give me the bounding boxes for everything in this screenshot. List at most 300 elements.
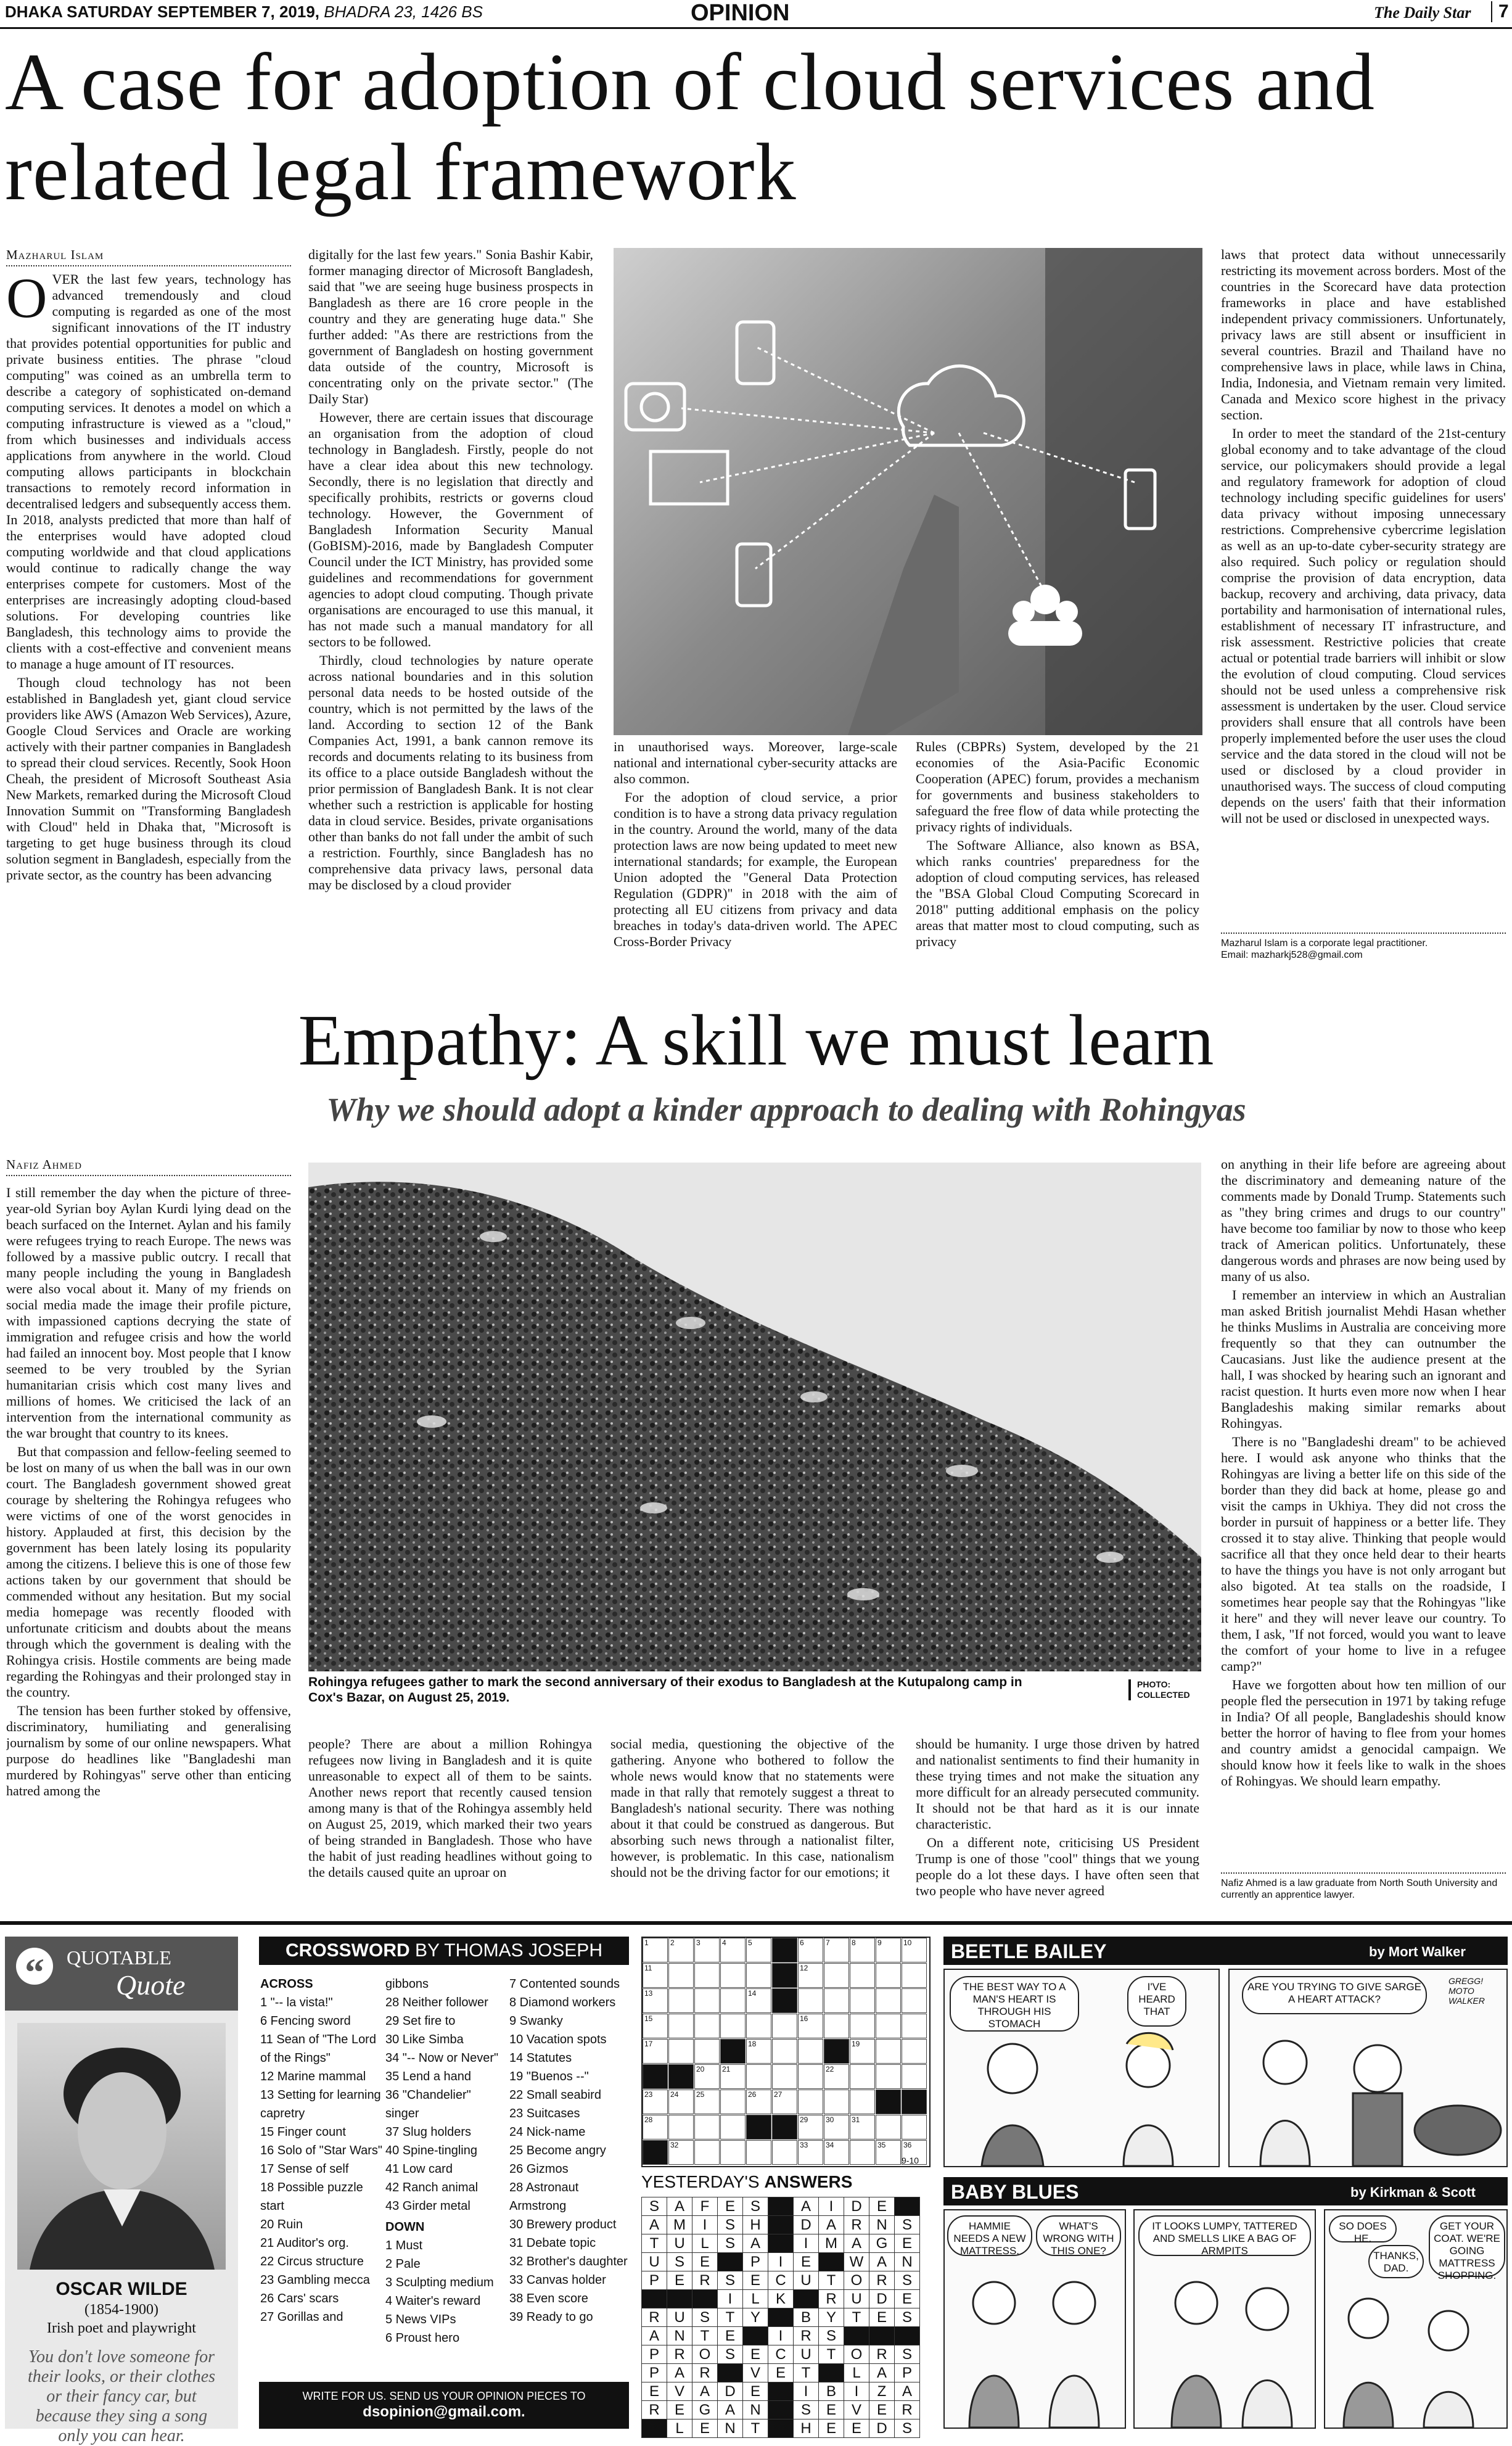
clue-item: 36 "Chandelier" singer [385,2088,471,2120]
crossword-cell[interactable] [824,1988,849,2013]
crossword-cell[interactable] [668,2014,694,2038]
cell-number: 35 [877,2141,886,2149]
comic-art [1230,2019,1506,2166]
answer-letter: E [895,2234,920,2253]
black-square [819,2253,844,2271]
answer-letter: D [869,2290,895,2308]
answer-letter: U [794,2271,819,2290]
cell-number: 30 [826,2115,834,2124]
crossword-cell[interactable] [798,2014,823,2038]
answer-letter: A [895,2382,920,2401]
answer-letter: R [819,2290,844,2308]
crossword-cell[interactable] [850,1988,875,2013]
clue-item: 27 Gorillas and [260,2310,343,2324]
clue-item: 28 Astronaut Armstrong [509,2181,579,2213]
paragraph: The tension has been further stoked by offensive, discriminatory, humiliating and generalising journalism by some of our online newspapers. What purpose do headlines like "Bangladeshi man murdered by Rohingyas" serve other than enticing hatred among the [6,1703,291,1798]
paragraph: Thirdly, cloud technologies by nature operate across national boundaries and in this solution personal data needs to be hosted outside of the country, which is not permitted by the laws of the land. According to section 12 of the Bank Companies Act, 1991, a bank cannon remove its records and documents relating to its business from its office to a place outside Bangladesh without the prior permission of Bangladesh Bank. It is not clear whether such a restriction is applicable for hosting data in cloud service. Besides, private organisations other than banks do not fall under the ambit of such a restriction. Fourthly, since Bangladesh has no comprehensive data privacy laws, personal data may be disclosed by a cloud provider [308,653,593,892]
cell-number: 23 [644,2090,653,2099]
answer-letter: E [642,2382,667,2401]
clue-item: 43 Girder metal [385,2199,470,2213]
answer-letter: A [743,2234,768,2253]
answer-letter: E [667,2271,692,2290]
crossword-cell[interactable] [798,2039,823,2064]
cell-number: 4 [722,1938,726,1947]
photo-credit: PHOTO: COLLECTED [1128,1679,1205,1700]
black-square [718,2364,743,2382]
answer-letter: A [667,2364,692,2382]
answer-letter: S [895,2308,920,2327]
clue-item: 28 Neither follower [385,1996,488,2009]
answer-letter: I [768,2327,794,2345]
crossword-cell[interactable] [850,2064,875,2089]
answer-letter: S [642,2197,667,2216]
down-label: DOWN [385,2220,425,2234]
crossword-cell[interactable] [694,1938,720,1962]
paragraph: social media, questioning the objective of the gathering. Anyone who bothered to follow the whole news would know that no statements were made in that rally that remotely suggest a threat to Bangladesh's national security. There was nothing about it that could be construed as dangerous. But absorbing such news through a nationalist filter, however, is problematic. In this case, nationalism should not be the driving factor for our emotions; it [610,1736,894,1880]
black-square [902,2090,927,2114]
answer-letter: L [844,2364,869,2382]
paragraph: I still remember the day when the picture of three-year-old Syrian boy Aylan Kurdi lying dead on the beach surfaced on the Internet. Aylan and his family were refugees trying to reach Europe. The news was followed by a massive public outcry. I recall that many people including the young in Bangladesh were also vocal about it. Many of my friends on social media made the image their profile picture, with impassioned captions decrying the state of immigration and refugee crisis and how the world had failed an innocent boy. Most people that I know seemed to be very troubled by the Syrian humanitarian crisis which cost many lives and millions of homes. We criticised the lack of an intervention from the international community as the war brought that country to its knees. [6,1185,291,1441]
crossword-cell[interactable] [668,1963,694,1988]
comic-header [943,2177,1508,2205]
crossword-cell[interactable] [798,2115,823,2139]
crossword-cell[interactable] [798,2140,823,2165]
crossword-cell[interactable] [694,2140,720,2165]
crossword-cell[interactable] [798,2090,823,2114]
speech-bubble: I'VE HEARD THAT [1127,1976,1186,2027]
crossword-cell[interactable] [694,1963,720,1988]
crossword-cell[interactable] [694,2115,720,2139]
answer-letter: I [794,2234,819,2253]
cell-number: 17 [644,2040,653,2048]
crossword-cell[interactable] [720,1963,746,1988]
answer-letter: E [869,2197,895,2216]
beetle-bailey-strip [943,1937,1508,2168]
black-square [869,2327,895,2345]
crossword-cell[interactable] [824,1963,849,1988]
crossword-cell[interactable] [772,2064,797,2089]
dateline-text: DHAKA SATURDAY SEPTEMBER 7, 2019, [5,2,320,21]
cloud-network-graphic [614,248,1202,735]
answer-letter: E [692,2253,718,2271]
cell-number: 18 [748,2040,757,2048]
answer-letter: U [667,2234,692,2253]
clue-item: 30 Like Simba [385,2033,464,2046]
crowd-graphic [308,1163,1201,1671]
clue-item: 23 Gambling mecca [260,2273,370,2287]
crossword-cell[interactable] [824,1938,849,1962]
black-square [819,2364,844,2382]
black-square [895,2197,920,2216]
answer-row [642,2290,920,2308]
clue-item: 42 Ranch animal [385,2181,479,2194]
crossword-cell[interactable] [668,2039,694,2064]
crossword-cell[interactable] [902,2039,927,2064]
answer-row [642,2419,920,2438]
crossword-cell[interactable] [772,2014,797,2038]
answer-letter: E [819,2401,844,2419]
clue-item: 19 "Buenos --" [509,2070,589,2083]
crossword-cell[interactable] [902,2014,927,2038]
answer-letter: R [642,2308,667,2327]
clue-item: 1 "-- la vista!" [260,1996,333,2009]
cell-number: 3 [696,1938,701,1947]
paragraph: For the adoption of cloud service, a prior condition is to have a strong data privacy regulation in the country. Around the world, many of the data protection laws are now being updated to meet new international standards; for example, the European Union adopted the "General Data Protection Regulation (GDPR)" in 2018 with the aim of protecting all EU citizens from privacy and data breaches in today's data-driven world. The APEC Cross-Border Privacy [614,789,897,949]
answer-letter: S [895,2216,920,2234]
author-note: Nafiz Ahmed is a law graduate from North South University and currently an apprentice lawyer. [1221,1872,1506,1901]
cell-number: 27 [774,2090,783,2099]
comic-panel [1133,2209,1316,2429]
article2-col5 [1221,1156,1506,1872]
paragraph: Rules (CBPRs) System, developed by the 21 economies of the Asia-Pacific Economic Cooperation (APEC) forum, provides a mechanism for governments and business stakeholders to safeguard the free flow of data while protecting the privacy rights of individuals. [916,739,1199,834]
answer-letter: M [667,2216,692,2234]
crossword-cell[interactable] [746,1963,771,1988]
answer-letter: R [869,2271,895,2290]
crossword-cell[interactable] [746,2039,771,2064]
crossword-cell[interactable] [746,2090,771,2114]
black-square [743,2327,768,2345]
answer-letter: A [819,2216,844,2234]
answer-letter: V [667,2382,692,2401]
answer-letter: I [768,2253,794,2271]
bhadra-date: BHADRA 23, 1426 BS [324,2,483,21]
crossword-cell[interactable] [876,1988,901,2013]
answer-letter: O [844,2345,869,2364]
crossword-cell[interactable] [824,2064,849,2089]
answer-letter: D [794,2216,819,2234]
clue-item: 13 Setting for learning capretry [260,2088,381,2120]
crossword-cell[interactable] [643,2039,668,2064]
crossword-cell[interactable] [824,2115,849,2139]
clue-item: 17 Sense of self [260,2162,349,2176]
crossword-cell[interactable] [643,1963,668,1988]
article2-col2 [308,1736,592,1900]
cell-number: 12 [800,1964,808,1972]
black-square [768,2382,794,2401]
crossword-cell[interactable] [643,2014,668,2038]
crossword-cell[interactable] [720,1988,746,2013]
phone-icon [737,322,774,384]
answer-letter: N [869,2216,895,2234]
cell-number: 13 [644,1989,653,1998]
paragraph: But that compassion and fellow-feeling seemed to be lost on many of us when the ball was in our own court. The Bangladesh government showed great courage by sheltering the Rohingya refugees who were victims of one of the worst genocides in history. Applauded at first, this decision by the government has been lately losing its popularity among the citizens. I believe this is one of those few actions taken by our government that should be commended without any hesitation. But my social media homepage was recently flooded with unfortunate criticism and doubts about the means through which the government is dealing with the Rohingya crisis. Hostile comments are being made regarding the Rohingyas and their prolonged stay in the country. [6,1444,291,1700]
speech-bubble: SO DOES HE. [1329,2215,1397,2242]
cell-number: 36 [903,2141,912,2149]
quote-title-top: QUOTABLE [67,1946,171,1969]
article2-col3 [610,1736,894,1900]
answer-letter: F [692,2197,718,2216]
crossword-cell[interactable] [720,1938,746,1962]
crossword-cell[interactable] [720,2064,746,2089]
black-square [768,2234,794,2253]
crossword-cell[interactable] [668,1938,694,1962]
clue-item: 29 Set fire to [385,2014,456,2028]
answer-letter: S [819,2327,844,2345]
answer-letter: T [819,2271,844,2290]
answer-letter: E [768,2364,794,2382]
crossword-cell[interactable] [668,2140,694,2165]
clue-item: 34 "-- Now or Never" [385,2051,499,2065]
answer-letter: R [869,2345,895,2364]
paragraph: There is no "Bangladeshi dream" to be achieved here. I would ask anyone who thinks that the Rohingyas are living a better life on this side of the border than they did back at home, please go and visit the camps in Ukhiya. They did not cross the border in pursuit of happiness or a better life. They crossed it to stay alive. Thinking that people would sacrifice all that they once held dear to their hearts to have the things you have is not only arrogant but also bigoted. At tea stalls on the roadside, I sometimes hear people say that the Rohingyas "like it here" and they will never leave our country. To them, I ask, "If not forced, would you want to leave the comfort of your home to live in a refugee camp?" [1221,1434,1506,1674]
comic-panel [1324,2209,1508,2429]
crossword-cell[interactable] [643,1938,668,1962]
crossword-cell[interactable] [850,1963,875,1988]
clue-item: 2 Pale [385,2257,421,2271]
black-square [642,2419,667,2438]
crossword-cell[interactable] [643,1988,668,2013]
answer-letter: G [692,2401,718,2419]
author-note [1221,933,1506,961]
submission-email: dsopinion@gmail.com. [363,2403,525,2420]
cloud-illustration [614,248,1202,735]
crossword-cell[interactable] [850,2039,875,2064]
answer-row [642,2197,920,2216]
crossword-cell[interactable] [902,1988,927,2013]
answer-letter: I [844,2382,869,2401]
crossword-panel [259,1937,629,2429]
crossword-cell[interactable] [798,2064,823,2089]
answer-letter: V [743,2364,768,2382]
submission-text: WRITE FOR US. SEND US YOUR OPINION PIECES TO [302,2390,586,2402]
answer-letter: O [844,2271,869,2290]
answer-row [642,2401,920,2419]
answer-letter: E [743,2382,768,2401]
clue-list [509,1975,629,2326]
crossword-cell[interactable] [824,2014,849,2038]
answer-letter: E [819,2419,844,2438]
crossword-cell[interactable] [850,2115,875,2139]
answer-row [642,2253,920,2271]
cell-number: 15 [644,2014,653,2023]
quote-author-name: OSCAR WILDE [55,2279,187,2299]
answer-row [642,2327,920,2345]
quote-author-desc: Irish poet and playwright [47,2320,196,2336]
crossword-cell[interactable] [824,2090,849,2114]
crossword-cell[interactable] [668,2115,694,2139]
crossword-cell[interactable] [694,2039,720,2064]
answer-letter: B [794,2308,819,2327]
crossword-cell[interactable] [902,2064,927,2089]
answer-letter: T [642,2234,667,2253]
answer-letter: N [743,2401,768,2419]
caption-text: Rohingya refugees gather to mark the second anniversary of their exodus to Bangladesh at the Kutupalong camp in Cox's Bazar, on August 25, 2019. [308,1675,1022,1705]
crossword-grid[interactable] [641,1937,931,2167]
black-square [824,2039,849,2064]
answer-letter: S [718,2271,743,2290]
answer-letter: D [718,2382,743,2401]
crossword-cell[interactable] [746,2064,771,2089]
crossword-cell[interactable] [798,1963,823,1988]
crossword-cell[interactable] [746,1938,771,1962]
crossword-cell[interactable] [694,2090,720,2114]
clue-item: 12 Marine mammal [260,2070,366,2083]
answer-letter: V [844,2401,869,2419]
author-note-text: Mazharul Islam is a corporate legal practitioner. [1221,938,1428,949]
black-square [642,2290,667,2308]
crossword-cell[interactable] [876,2140,901,2165]
crossword-cell[interactable] [876,2039,901,2064]
answer-letter: E [869,2401,895,2419]
answer-letter: R [844,2216,869,2234]
clue-item: 8 Diamond workers [509,1996,616,2009]
page-header [0,0,1512,29]
masthead: The Daily Star [1374,4,1471,22]
clue-item: 33 Canvas holder [509,2273,606,2287]
black-square [768,2401,794,2419]
drop-cap: O [6,266,47,329]
crossword-cell[interactable] [772,2039,797,2064]
clue-item: 3 Sculpting medium [385,2276,494,2289]
crossword-cell[interactable] [876,1938,901,1962]
comic-panel [1228,1969,1508,2167]
cell-number: 21 [722,2065,731,2073]
clue-item: 9 Swanky [509,2014,563,2028]
answer-letter: S [743,2197,768,2216]
crossword-cell[interactable] [772,2140,797,2165]
crossword-cell[interactable] [720,2115,746,2139]
opinion-submission-banner [259,2382,629,2429]
answer-letter: T [692,2327,718,2345]
crossword-cell[interactable] [668,1988,694,2013]
cell-number: 31 [852,2115,860,2124]
crossword-cell[interactable] [746,1988,771,2013]
crossword-cell[interactable] [876,2014,901,2038]
cell-number: 33 [800,2141,808,2149]
crossword-cell[interactable] [720,2090,746,2114]
clue-item: 26 Cars' scars [260,2292,339,2305]
answer-letter: I [794,2382,819,2401]
clue-item: 24 Nick-name [509,2125,586,2139]
crossword-cell[interactable] [850,1938,875,1962]
answer-letter: A [794,2197,819,2216]
crossword-header [259,1937,629,1965]
rohingya-crowd-photo [308,1163,1201,1671]
clue-item: 14 Statutes [509,2051,572,2065]
clue-item: 30 Brewery product [509,2218,617,2231]
black-square [772,1938,797,1962]
comic-art [1325,2281,1506,2427]
portrait-photo [17,2023,226,2270]
article1-headline: A case for adoption of cloud services and related legal framework [5,36,1375,217]
answer-letter: A [667,2197,692,2216]
black-square [643,2064,668,2089]
answer-letter: W [844,2253,869,2271]
cloud-icon [898,366,1024,445]
crossword-cell[interactable] [824,2140,849,2165]
crossword-cell[interactable] [694,2064,720,2089]
article2-subhead: Why we should adopt a kinder approach to dealing with Rohingyas [326,1091,1246,1128]
answer-letter: L [692,2234,718,2253]
clue-item: 31 Debate topic [509,2236,596,2250]
clue-item: 26 Gizmos [509,2162,569,2176]
speech-bubble: ARE YOU TRYING TO GIVE SARGE A HEART ATTACK? [1242,1976,1427,2014]
answer-letter: T [819,2345,844,2364]
answer-letter: S [895,2345,920,2364]
paragraph: should be humanity. I urge those driven by hatred and nationalist sentiments to find their humanity in these trying times and not make the situation any more difficult for an already persecuted community. It should not be that hard as it is our innate characteristic. [916,1736,1199,1832]
clue-item: 21 Auditor's org. [260,2236,349,2250]
crossword-cell[interactable] [876,2115,901,2139]
crossword-cell[interactable] [850,2090,875,2114]
crossword-cell[interactable] [746,2014,771,2038]
crossword-cell[interactable] [798,1988,823,2013]
crossword-cell[interactable] [876,2064,901,2089]
answer-letter: K [768,2290,794,2308]
answer-letter: Y [743,2308,768,2327]
crossword-cell[interactable] [850,2014,875,2038]
clue-item: 35 Lend a hand [385,2070,472,2083]
answer-letter: U [844,2290,869,2308]
comic-art [945,2266,1125,2427]
crossword-cell[interactable] [643,2090,668,2114]
crossword-cell[interactable] [850,2140,875,2165]
mobile-icon [737,544,771,606]
crossword-cell[interactable] [772,2090,797,2114]
article1-col4 [916,739,1199,976]
crossword-cell[interactable] [720,2140,746,2165]
answer-row [642,2364,920,2382]
crossword-cell[interactable] [694,1988,720,2013]
signature: GREGG! MOTO WALKER [1448,1976,1485,2006]
answer-letter: E [743,2271,768,2290]
answer-letter: E [895,2290,920,2308]
paragraph-text: VER the last few years, technology has advanced tremendously and cloud computing is regarded as one of the most significant innovations of the IT industry that provides potential opportunities for public and private business entities. The phrase "cloud computing" was coined as an umbrella term to describe a category of sophisticated on-demand computing services. It denotes a model on which a computing infrastructure is viewed as a "cloud," from which businesses and individuals access applications from anywhere in the world. Cloud computing allows participants in blockchain transactions to remotely record information in decentralised ledgers and subsequently access them. In 2018, analysts predicted that more than half of the enterprises would have adopted cloud computing worldwide and that cloud applications would continue to radically change the way enterprises compete for customers. Most of the enterprises are increasingly adopting cloud-based solutions. For developing countries like Bangladesh, this technology aims to provide the clients with a cost-effective and convenient means to manage a huge amount of IT resources. [6,271,291,672]
photo-caption [308,1674,1201,1705]
clue-list [260,1993,384,2326]
black-square [768,2216,794,2234]
crossword-cell[interactable] [902,2115,927,2139]
comic-title: BEETLE BAILEY [951,1940,1107,1962]
answer-letter: U [642,2253,667,2271]
quotable-quote-box [5,1937,238,2445]
crossword-cell[interactable] [746,2140,771,2165]
answer-letter: E [844,2419,869,2438]
paragraph: digitally for the last few years." Sonia Bashir Kabir, former managing director of Microsoft Bangladesh, said that "we are seeing huge business prospects in Bangladesh as there are 16 crore people in the country and they are generating huge data." She further added: "As there are restrictions from the government of Bangladesh on hosting government data outside of the country, Microsoft is concentrating only on the private sector." (The Daily Star) [308,247,593,406]
section-title: OPINION [691,0,790,26]
crossword-cell[interactable] [720,2014,746,2038]
crossword-cell[interactable] [694,2014,720,2038]
crossword-cell[interactable] [876,1963,901,1988]
author-email: Email: mazharkj528@gmail.com [1221,950,1363,960]
crossword-cell[interactable] [902,1938,927,1962]
speech-bubble: HAMMIE NEEDS A NEW MATTRESS. [947,2215,1032,2256]
black-square [772,2115,797,2139]
answer-letter: T [794,2364,819,2382]
crossword-cell[interactable] [798,1938,823,1962]
paragraph: in unauthorised ways. Moreover, large-scale national and international cyber-security attacks are also common. [614,739,897,786]
crossword-cell[interactable] [668,2090,694,2114]
answer-letter: P [743,2253,768,2271]
comic-panel [943,2209,1126,2429]
cell-number: 32 [670,2141,679,2149]
cell-number: 5 [748,1938,752,1947]
paragraph: I remember an interview in which an Australian man asked British journalist Mehdi Hasan whether he thinks Muslims in Australia are conceiving more frequently so that they can outnumber the Caucasians. Just like the audience present at the hall, I was shocked by hearing such an ignorant and racist question. It hurts even more now when I hear Bangladeshis making similar remarks about Rohingyas. [1221,1287,1506,1431]
clue-item: 23 Suitcases [509,2107,580,2120]
crossword-cell[interactable] [902,1963,927,1988]
answer-row [642,2382,920,2401]
across-col2 [385,1975,506,2347]
answer-row [642,2308,920,2327]
bottom-rule [0,1921,1512,1925]
comic-header [943,1937,1508,1965]
crossword-cell[interactable] [643,2115,668,2139]
clue-item: 5 News VIPs [385,2313,456,2326]
answer-letter: S [794,2401,819,2419]
byline: Mazharul Islam [6,247,291,266]
answer-letter: D [844,2197,869,2216]
cell-number: 28 [644,2115,653,2124]
oscar-wilde-portrait [17,2023,226,2270]
